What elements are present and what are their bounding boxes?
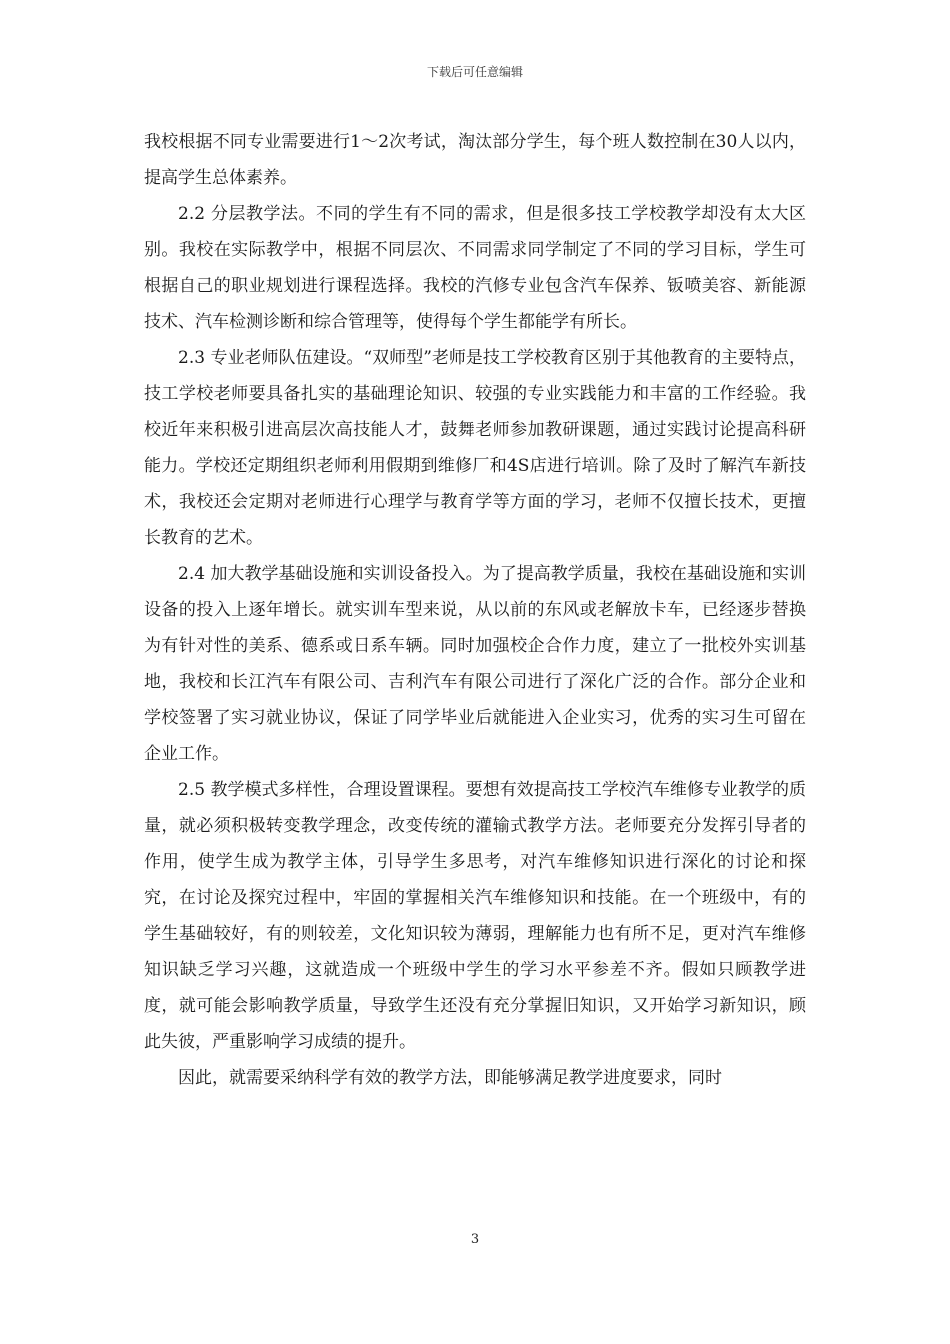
paragraph-section-2-2: 2.2 分层教学法。不同的学生有不同的需求，但是很多技工学校教学却没有太大区别。我校在实际教学中，根据不同层次、不同需求同学制定了不同的学习目标，学生可根据自己的职业规划进行课程选择。我校的汽修专业包含汽车保养、钣喷美容、新能源技术、汽车检测诊断和综合管理等，使得每个学生都能学有所长。 (144, 204, 806, 332)
page-header: 下载后可任意编辑 (426, 65, 523, 79)
paragraph-section-2-3: 2.3 专业老师队伍建设。“双师型”老师是技工学校教育区别于其他教育的主要特点，技工学校老师要具备扎实的基础理论知识、较强的专业实践能力和丰富的工作经验。我校近年来积极引进高层次高技能人才，鼓舞老师参加教研课题，通过实践讨论提高科研能力。学校还定期组织老师利用假期到维修厂和4S店进行培训。除了及时了解汽车新技术，我校还会定期对老师进行心理学与教育学等方面的学习，老师不仅擅长技术，更擅长教育的艺术。 (144, 348, 806, 548)
paragraph-therefore: 因此，就需要采纳科学有效的教学方法，即能够满足教学进度要求，同时 (178, 1068, 722, 1088)
page-number: 3 (470, 1232, 480, 1247)
document-body (144, 124, 806, 1096)
paragraph-section-2-5: 2.5 教学模式多样性，合理设置课程。要想有效提高技工学校汽车维修专业教学的质量，就必须积极转变教学理念，改变传统的灌输式教学方法。老师要充分发挥引导者的作用，使学生成为教学主体，引导学生多思考，对汽车维修知识进行深化的讨论和探究，在讨论及探究过程中，牢固的掌握相关汽车维修知识和技能。在一个班级中，有的学生基础较好，有的则较差，文化知识较为薄弱，理解能力也有所不足，更对汽车维修知识缺乏学习兴趣，这就造成一个班级中学生的学习水平参差不齐。假如只顾教学进度，就可能会影响教学质量，导致学生还没有充分掌握旧知识，又开始学习新知识，顾此失彼，严重影响学习成绩的提升。 (144, 780, 806, 1052)
paragraph-continuation: 我校根据不同专业需要进行1～2次考试，淘汰部分学生，每个班人数控制在30人以内，提高学生总体素养。 (144, 132, 806, 188)
paragraph-section-2-4: 2.4 加大教学基础设施和实训设备投入。为了提高教学质量，我校在基础设施和实训设备的投入上逐年增长。就实训车型来说，从以前的东风或老解放卡车，已经逐步替换为有针对性的美系、德系或日系车辆。同时加强校企合作力度，建立了一批校外实训基地，我校和长江汽车有限公司、吉利汽车有限公司进行了深化广泛的合作。部分企业和学校签署了实习就业协议，保证了同学毕业后就能进入企业实习，优秀的实习生可留在企业工作。 (144, 564, 806, 764)
